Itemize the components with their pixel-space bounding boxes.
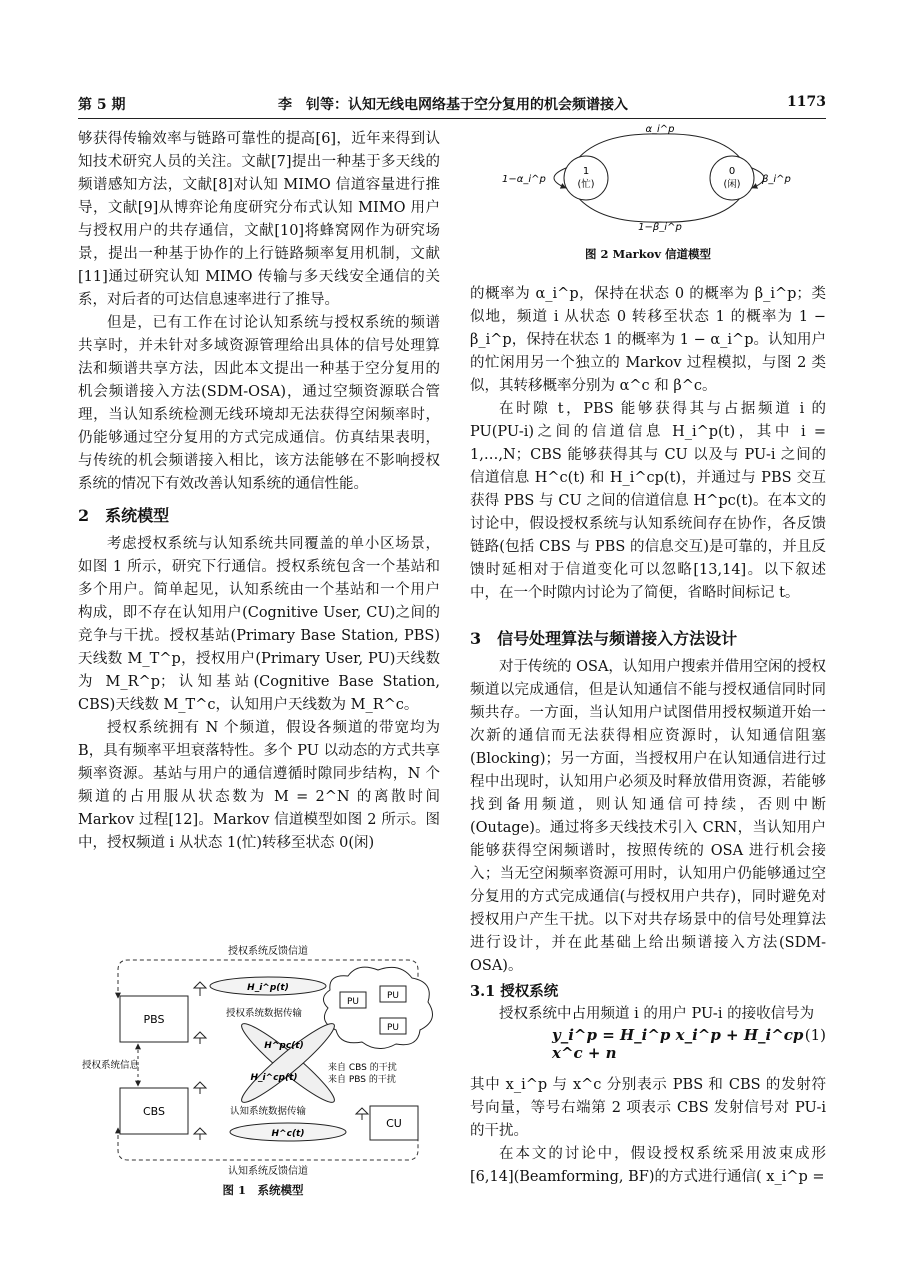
right-column-tail — [470, 1074, 826, 1189]
h-p-label: H_i^p(t) — [247, 983, 289, 993]
paragraph: 授权系统拥有 N 个频道，假设各频道的带宽均为 B，具有频率平坦衰落特性。多个 PU 以动态的方式共享频率资源。基站与用户的通信遵循时隙同步结构，N 个频道的占用服从状态数为 M = 2^N 的离散时间 Markov 过程[12]。Markov 信道模型如图 2 所示。图中，授权频道 i 从状态 1(忙)转移至状态 0(闲) — [78, 720, 440, 851]
h-c-label: H^c(t) — [271, 1129, 305, 1139]
figure-1-caption: 图 1 系统模型 — [222, 1183, 304, 1197]
antenna-icon — [194, 1128, 206, 1140]
figure-1-system-model — [78, 938, 448, 1178]
state-1-number: 1 — [582, 166, 590, 177]
cognitive-feedback-label: 认知系统反馈信道 — [228, 1166, 308, 1177]
paragraph: 但是，已有工作在讨论认知系统与授权系统的频谱共享时，并未针对多域资源管理给出具体的信号处理算法和频谱共享方法，因此本文提出一种基于空分复用的机会频谱接入方法(SDM-OSA)，通过空频资源联合管理，当认知系统检测无线环境却无法获得空闲频率时，仍能够通过空分复用的方式完成通信。仿真结果表明，与传统的机会频谱接入相比，该方法能够在不影响授权系统的情况下有效改善认知系统的通信性能。 — [78, 315, 440, 492]
primary-data-label: 授权系统数据传输 — [225, 1008, 303, 1019]
paragraph: 在时隙 t，PBS 能够获得其与占据频道 i 的 PU(PU-i)之间的信道信息 H_i^p(t)，其中 i = 1,…,N；CBS 能够获得其与 CU 以及与 PU-i 之间的信道信息 H^c(t) 和 H_i^cp(t)，并通过与 PBS 交互获得 PBS 与 CU 之间的信道信息 H^pc(t)。在本文的讨论中，假设授权系统与认知系统间存在协作，各反馈链路(包括 CBS 与 PBS 的信息交互)是可靠的，并且反馈时延相对于信道变化可以忽略[13,14]。以下叙述中，在一个时隙内讨论为了简便，省略时间标记 t。 — [470, 401, 826, 601]
pu-label: PU — [386, 1023, 400, 1033]
page-number: 1173 — [787, 94, 826, 110]
paragraph: 考虑授权系统与认知系统共同覆盖的单小区场景，如图 1 所示，研究下行通信。授权系统包含一个基站和多个用户。简单起见，认知系统由一个基站和一个用户构成，即不存在认知用户(Cognitive User, CU)之间的竞争与干扰。授权基站(Primary Base Station, PBS)天线数 M_T^p，授权用户(Primary User, PU)天线数为 M_R^p；认知基站(Cognitive Base Station, CBS)天线数 M_T^c，认知用户天线数为 M_R^c。 — [78, 536, 440, 713]
state-1-busy — [564, 156, 608, 200]
equation-1 — [470, 1024, 826, 1062]
pu-label: PU — [386, 991, 400, 1001]
cbs-label: CBS — [142, 1105, 166, 1118]
paragraph: 的概率为 α_i^p，保持在状态 0 的概率为 β_i^p；类似地，频道 i 从状态 0 转移至状态 1 的概率为 1 − β_i^p，保持在状态 1 的概率为 1 − α_i^p。认知用户的忙闲用另一个独立的 Markov 过程模拟，与图 2 类似，其转移概率分别为 α^c 和 β^c。 — [470, 286, 826, 394]
primary-feedback-label: 授权系统反馈信道 — [228, 946, 308, 957]
section-heading-3: 3 信号处理算法与频谱接入方法设计 — [470, 629, 738, 648]
issue-number: 第 5 期 — [78, 97, 126, 113]
left-column — [78, 128, 440, 855]
equation-number: (1) — [804, 1026, 826, 1044]
state-0-idle — [710, 156, 754, 200]
alpha-label: α_i^p — [645, 124, 675, 135]
right-column — [470, 283, 826, 605]
state-0-number: 0 — [728, 166, 736, 177]
antenna-icon — [356, 1108, 368, 1120]
subsection-heading-3-1: 3.1 授权系统 — [470, 983, 559, 1000]
paragraph: 对于传统的 OSA，认知用户搜索并借用空闲的授权频道以完成通信，但是认知通信不能与授权通信同时同频共存。一方面，当认知用户试图借用授权频道开始一次新的通信而无法获得相应资源时，认知通信阻塞(Blocking)；另一方面，当授权用户在认知通信进行过程中出现时，认知用户必须及时释放借用资源，若能够找到备用频道，则认知通信可持续，否则中断(Outage)。通过将多天线技术引入 CRN，当认知用户能够获得空闲频谱时，按照传统的 OSA 进行机会接入；当无空闲频率资源可用时，认知用户仍能够通过空分复用的方式完成通信(与授权用户共存)，同时避免对授权用户产生干扰。以下对共存场景中的信号处理算法进行设计，并在此基础上给出频谱接入方法(SDM-OSA)。 — [470, 659, 826, 974]
pbs-label: PBS — [143, 1013, 165, 1026]
page-header — [78, 90, 826, 116]
equation-body: y_i^p = H_i^p x_i^p + H_i^cp x^c + n — [552, 1026, 804, 1062]
h-pc-label: H^pc(t) — [264, 1041, 304, 1051]
cognitive-data-label: 认知系统数据传输 — [229, 1106, 307, 1117]
state-1-label: (忙) — [577, 179, 595, 190]
section-heading-2: 2 系统模型 — [78, 506, 170, 525]
paragraph: 其中 x_i^p 与 x^c 分别表示 PBS 和 CBS 的发射符号向量，等号右端第 2 项表示 CBS 发射信号对 PU-i 的干扰。 — [470, 1077, 826, 1139]
paragraph: 授权系统中占用频道 i 的用户 PU-i 的接收信号为 — [499, 1006, 815, 1022]
pu-label: PU — [346, 997, 360, 1007]
primary-info-label: 授权系统信息 — [82, 1060, 140, 1071]
one-minus-beta-label: 1−β_i^p — [638, 222, 682, 232]
antenna-icon — [194, 982, 206, 996]
cu-label: CU — [386, 1117, 402, 1130]
antenna-icon — [194, 1032, 206, 1044]
antenna-icon — [194, 1082, 206, 1094]
running-title: 李 钊等：认知无线电网络基于空分复用的机会频谱接入 — [278, 97, 628, 113]
figure-2-caption: 图 2 Markov 信道模型 — [584, 247, 712, 261]
figure-2-markov-model — [500, 124, 800, 232]
one-minus-alpha-label: 1−α_i^p — [502, 174, 546, 185]
beta-label: β_i^p — [762, 174, 791, 185]
header-rule — [78, 118, 826, 119]
state-0-label: (闲) — [723, 179, 741, 190]
paragraph: 够获得传输效率与链路可靠性的提高[6]，近年来得到认知技术研究人员的关注。文献[7]提出一种基于多天线的频谱感知方法，文献[8]对认知 MIMO 信道容量进行推导，文献[9]从博弈论角度研究分布式认知 MIMO 用户与授权用户的共存通信，文献[10]将蜂窝网作为研究场景，提出一种基于协作的上行链路频率复用机制，文献[11]通过研究认知 MIMO 传输与多天线安全通信的关系，对后者的可达信息速率进行了推导。 — [78, 131, 440, 308]
paragraph: 在本文的讨论中，假设授权系统采用波束成形[6,14](Beamforming, BF)的方式进行通信( x_i^p = — [470, 1146, 826, 1185]
h-cp-label: H_i^cp(t) — [250, 1073, 298, 1083]
interference-cbs-label: 来自 CBS 的干扰 — [328, 1063, 397, 1073]
right-column-section-3 — [470, 619, 826, 1026]
interference-pbs-label: 来自 PBS 的干扰 — [328, 1075, 396, 1085]
